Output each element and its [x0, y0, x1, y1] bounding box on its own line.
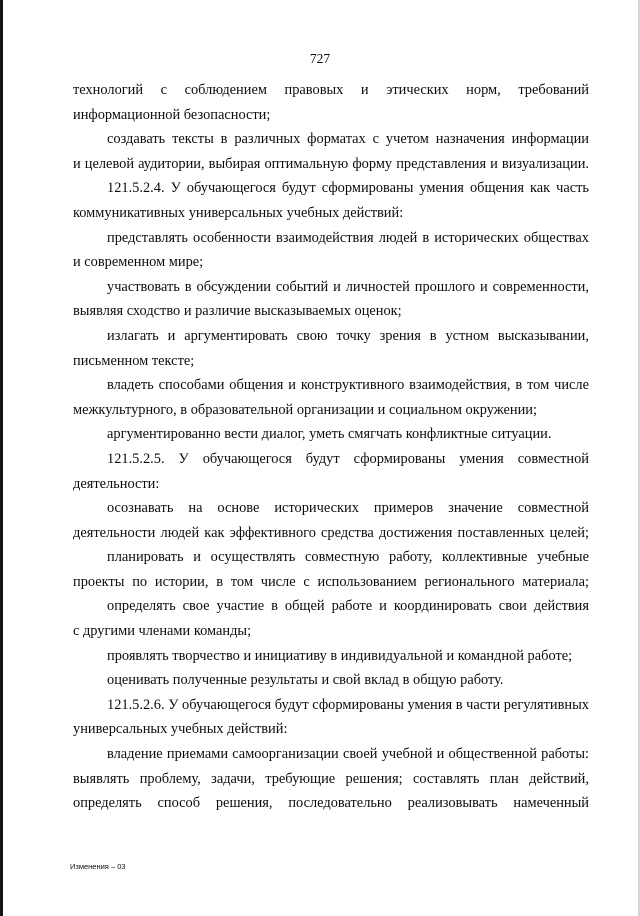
- text-line: с другими членами команды;: [73, 623, 252, 640]
- text-line: 121.5.2.5. У обучающегося будут сформированы умения совместной: [107, 450, 589, 467]
- footer-revision-note: Изменения – 03: [70, 862, 126, 871]
- text-line: оценивать полученные результаты и свой вклад в общую работу.: [107, 672, 504, 689]
- text-line: проекты по истории, в том числе с использованием регионального материала;: [73, 573, 589, 590]
- text-line: 121.5.2.6. У обучающегося будут сформированы умения в части регулятивных: [107, 696, 589, 713]
- text-line: владеть способами общения и конструктивного взаимодействия, в том числе: [107, 377, 589, 394]
- text-line: определять способ решения, последовательно реализовывать намеченный: [73, 795, 589, 812]
- text-line: определять свое участие в общей работе и координировать свои действия: [107, 598, 589, 615]
- text-line: информационной безопасности;: [73, 106, 271, 123]
- document-body: [73, 78, 589, 816]
- text-line: выявлять проблему, задачи, требующие решения; составлять план действий,: [73, 770, 589, 787]
- text-line: проявлять творчество и инициативу в индивидуальной и командной работе;: [107, 647, 573, 664]
- page-number: 727: [309, 51, 331, 66]
- text-line: межкультурного, в образовательной организации и социальном окружении;: [73, 401, 537, 418]
- text-line: планировать и осуществлять совместную работу, коллективные учебные: [107, 549, 589, 566]
- text-line: технологий с соблюдением правовых и этических норм, требований: [73, 82, 589, 98]
- text-line: выявляя сходство и различие высказываемых оценок;: [73, 303, 402, 320]
- text-line: участвовать в обсуждении событий и личностей прошлого и современности,: [107, 278, 589, 295]
- text-line: деятельности:: [73, 475, 160, 492]
- text-line: 121.5.2.4. У обучающегося будут сформированы умения общения как часть: [107, 180, 589, 197]
- text-line: владение приемами самоорганизации своей учебной и общественной работы:: [107, 746, 589, 763]
- text-line: осознавать на основе исторических примеров значение совместной: [107, 500, 589, 517]
- text-line: излагать и аргументировать свою точку зрения в устном высказывании,: [107, 327, 589, 344]
- text-line: аргументированно вести диалог, уметь смягчать конфликтные ситуации.: [107, 426, 552, 443]
- text-line: универсальных учебных действий:: [73, 721, 288, 738]
- text-line: и целевой аудитории, выбирая оптимальную форму представления и визуализации.: [73, 155, 589, 172]
- text-line: письменном тексте;: [73, 352, 195, 369]
- text-line: представлять особенности взаимодействия людей в исторических обществах: [107, 229, 589, 246]
- text-line: и современном мире;: [73, 254, 204, 271]
- text-line: создавать тексты в различных форматах с учетом назначения информации: [107, 131, 589, 148]
- text-line: коммуникативных универсальных учебных действий:: [73, 204, 404, 221]
- scan-edge-left: [0, 0, 3, 916]
- text-line: деятельности людей как эффективного средства достижения поставленных целей;: [73, 524, 589, 541]
